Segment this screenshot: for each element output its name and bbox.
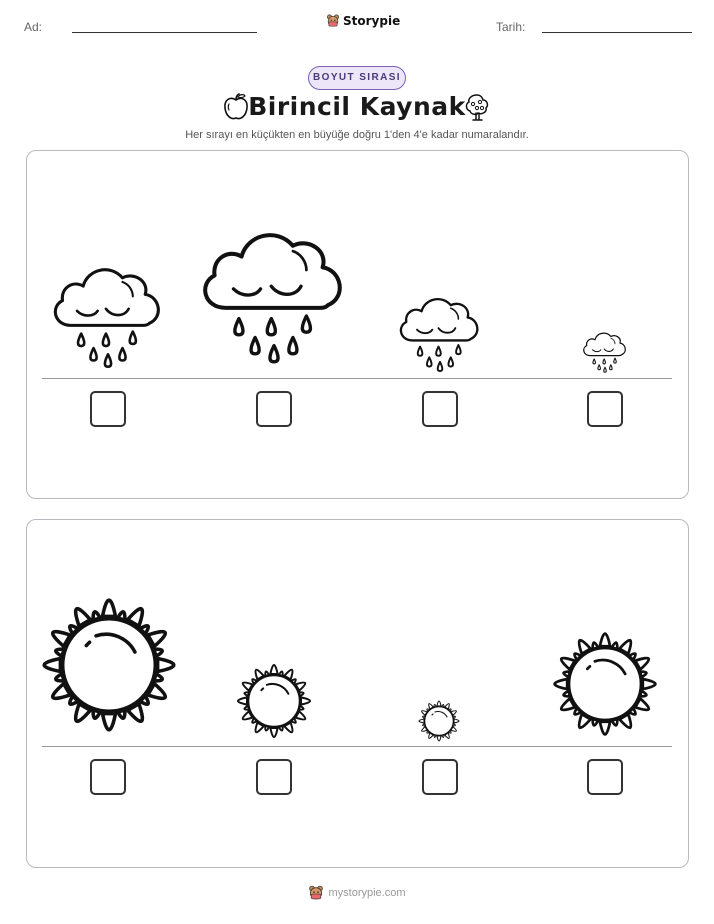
name-label: Ad: <box>24 20 43 34</box>
answer-box[interactable] <box>587 391 623 427</box>
rain-cloud-icon <box>46 252 170 376</box>
footer <box>0 884 714 901</box>
bear-icon <box>326 13 340 28</box>
rain-cloud-icon <box>580 326 630 376</box>
answer-box[interactable] <box>256 391 292 427</box>
name-line[interactable] <box>72 32 257 33</box>
date-line[interactable] <box>542 32 692 33</box>
date-label: Tarih: <box>496 20 526 34</box>
sun-icon <box>414 696 464 746</box>
sun-icon <box>542 621 668 747</box>
instructions: Her sırayı en küçükten en büyüğe doğru 1'den 4'e kadar numaralandır. <box>185 129 529 141</box>
bear-icon <box>308 884 324 901</box>
answer-box[interactable] <box>90 391 126 427</box>
rain-cloud-icon <box>394 286 486 378</box>
category-badge: BOYUT SIRASI <box>308 66 406 90</box>
page-title: Birincil Kaynak <box>248 92 466 121</box>
sun-icon <box>229 656 319 746</box>
baseline <box>42 746 672 747</box>
answer-box[interactable] <box>422 391 458 427</box>
answer-box[interactable] <box>587 759 623 795</box>
baseline <box>42 378 672 379</box>
footer-url[interactable]: mystorypie.com <box>328 886 406 899</box>
storypie-logo <box>326 13 400 28</box>
answer-box[interactable] <box>90 759 126 795</box>
answer-box[interactable] <box>422 759 458 795</box>
answer-box[interactable] <box>256 759 292 795</box>
logo-text: Storypie <box>343 13 401 28</box>
apple-tree-icon <box>463 92 491 122</box>
sun-icon <box>28 584 190 746</box>
rain-cloud-icon <box>193 212 355 374</box>
